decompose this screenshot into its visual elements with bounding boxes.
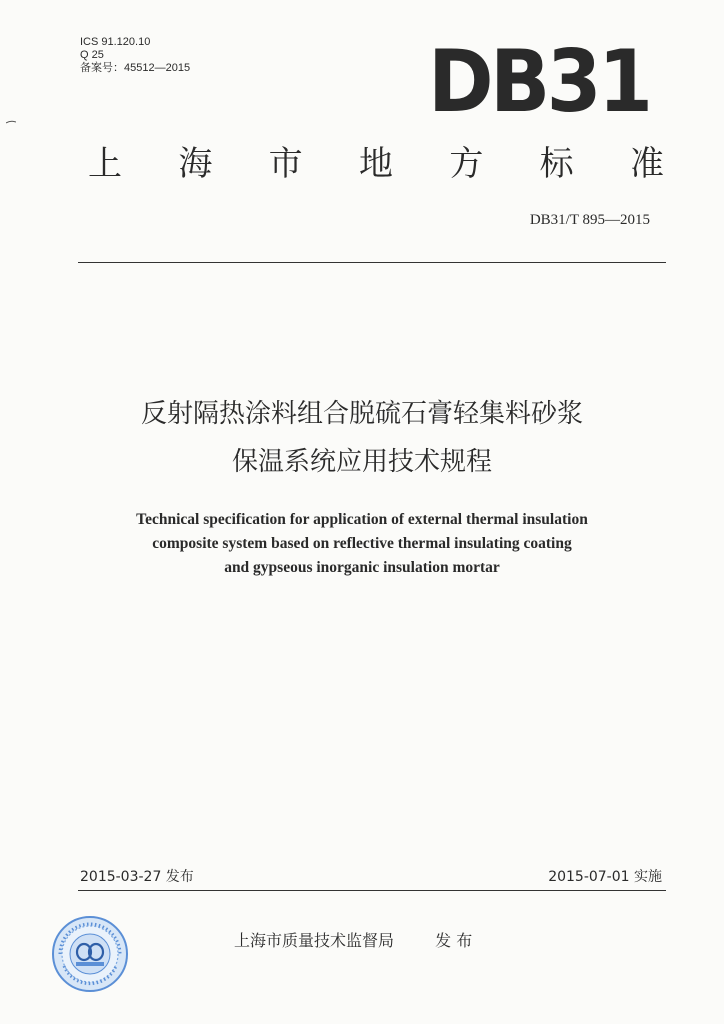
scan-mark bbox=[6, 120, 16, 124]
footer-divider bbox=[78, 890, 666, 891]
english-title-line-3: and gypseous inorganic insulation mortar bbox=[224, 559, 500, 576]
implementation-date: 2015-07-01 实施 bbox=[548, 869, 662, 885]
classification-block bbox=[80, 36, 190, 75]
db31-logo: DB31 bbox=[428, 32, 650, 132]
ics-code: ICS 91.120.10 bbox=[80, 36, 151, 48]
anti-counterfeit-seal-icon bbox=[50, 914, 130, 994]
issue-date: 2015-03-27 发布 bbox=[80, 869, 194, 885]
title-char: 市 bbox=[268, 144, 303, 184]
title-char: 海 bbox=[178, 144, 213, 184]
filing-number: 备案号：45512—2015 bbox=[80, 62, 191, 74]
issuer-organization: 上海市质量技术监督局 bbox=[234, 931, 395, 950]
chinese-title-line-1: 反射隔热涂料组合脱硫石膏轻集料砂浆 bbox=[140, 399, 583, 429]
title-char: 上 bbox=[88, 144, 122, 184]
standard-type-title bbox=[88, 144, 664, 184]
standard-code: DB31/T 895—2015 bbox=[529, 212, 650, 228]
issuer-action: 发 布 bbox=[435, 931, 473, 950]
english-title-line-2: composite system based on reflective thermal insulating coating bbox=[152, 535, 572, 552]
ccs-code: Q 25 bbox=[80, 49, 104, 61]
title-char: 方 bbox=[449, 144, 484, 184]
issuer-line bbox=[234, 928, 472, 951]
title-char: 准 bbox=[629, 144, 664, 184]
header-divider bbox=[78, 262, 666, 263]
english-title-line-1: Technical specification for application of external thermal insulation bbox=[136, 511, 588, 528]
title-char: 地 bbox=[358, 144, 393, 184]
title-char: 标 bbox=[539, 144, 574, 184]
chinese-title-line-2: 保温系统应用技术规程 bbox=[231, 447, 492, 477]
